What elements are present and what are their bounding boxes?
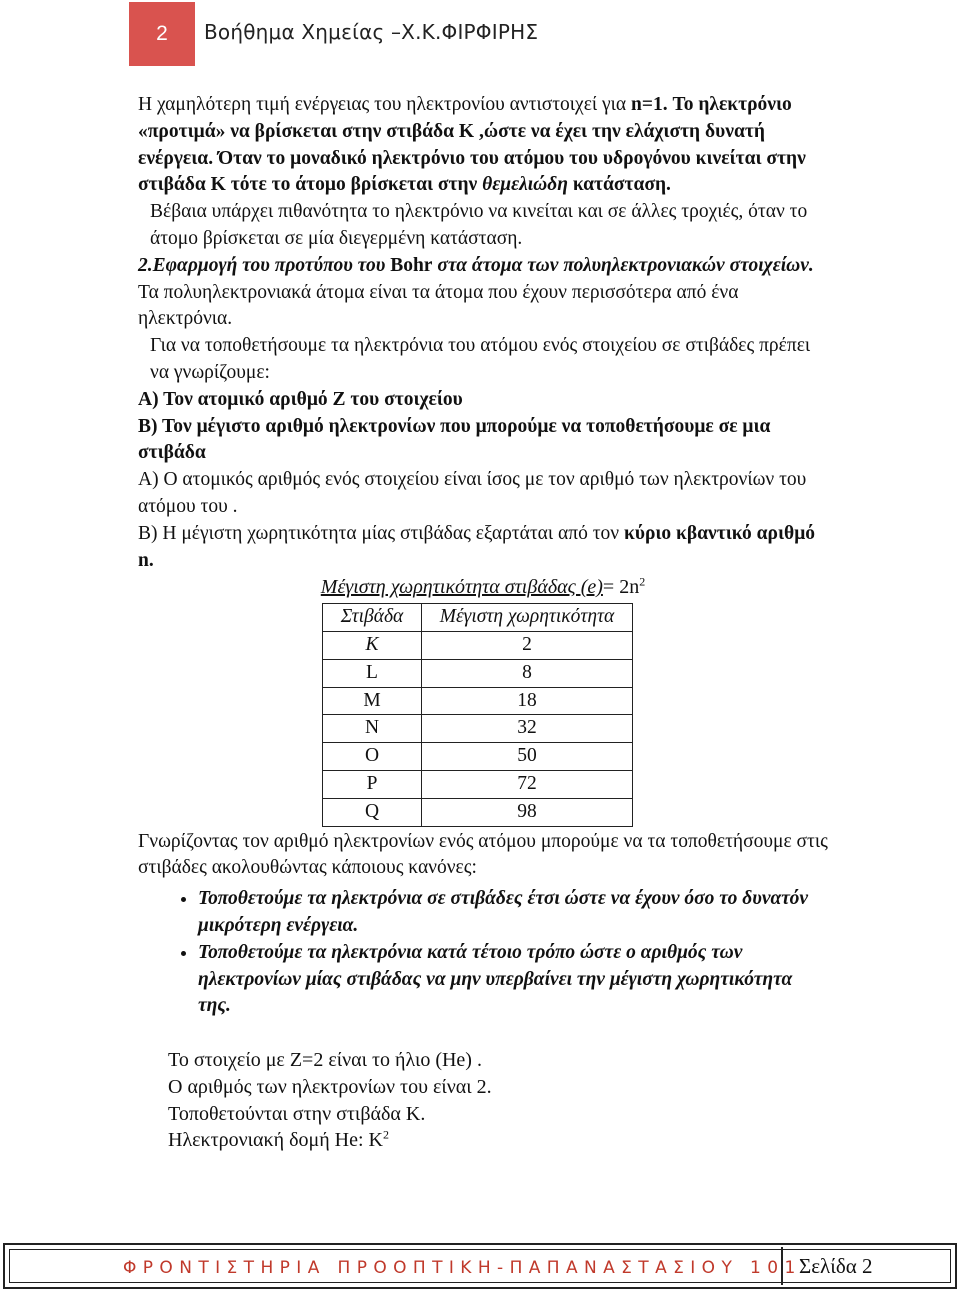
document-body	[138, 92, 828, 1154]
section-heading: 2.Εφαρμογή του προτύπου του Bohr στα άτομα των πολυηλεκτρονιακών στοιχείων.	[138, 254, 814, 276]
paragraph-requirements: Για να τοποθετήσουμε τα ηλεκτρόνια του ατόμου ενός στοιχείου σε στιβάδες πρέπει να γνωρίζουμε:	[150, 335, 811, 383]
table-row: O 50	[323, 743, 633, 771]
paragraph-multielectron: Τα πολυηλεκτρονιακά άτομα είναι τα άτομα που έχουν περισσότερα από ένα ηλεκτρόνια.	[138, 281, 739, 330]
paragraph-ground-state: Η χαμηλότερη τιμή ενέργειας του ηλεκτρονίου αντιστοιχεί για n=1. Το ηλεκτρόνιο «προτιμά» να βρίσκεται στην στιβάδα Κ ,ώστε να έχει την ελάχιστη δυνατή ενέργεια. Όταν το μοναδικό ηλεκτρόνιο του ατόμου του υδρογόνου κινείται στην στιβάδα Κ τότε το άτομο βρίσκεται στην θεμελιώδη κατάσταση.	[138, 94, 806, 196]
list-item: • Τοποθετούμε τα ηλεκτρόνια κατά τέτοιο τρόπο ώστε ο αριθμός των ηλεκτρονίων μίας στιβάδας να μην υπερβαίνει την μέγιστη χωρητικότητα της.	[198, 940, 828, 1020]
table-row: Q 98	[323, 798, 633, 826]
requirement-b: Β) Τον μέγιστο αριθμό ηλεκτρονίων που μπορούμε να τοποθετήσουμε σε μια στιβάδα	[138, 415, 771, 464]
table-header: Μέγιστη χωρητικότητα	[422, 604, 633, 632]
page-number-badge	[129, 2, 195, 66]
paragraph-rules-intro: Γνωρίζοντας τον αριθμό ηλεκτρονίων ενός ατόμου μπορούμε να τα τοποθετήσουμε στις στιβάδες ακολουθώντας κάποιους κανόνες:	[138, 830, 828, 879]
requirement-a: Α) Τον ατομικό αριθμό Ζ του στοιχείου	[138, 388, 463, 410]
answer-a: Α) Ο ατομικός αριθμός ενός στοιχείου είναι ίσος με τον αριθμό των ηλεκτρονίων του ατόμου του .	[138, 469, 807, 517]
table-row: P 72	[323, 770, 633, 798]
table-row: L 8	[323, 659, 633, 687]
list-item: • Τοποθετούμε τα ηλεκτρόνια σε στιβάδες έτσι ώστε να έχουν όσο το δυνατόν μικρότερη ενέργεια.	[198, 886, 828, 940]
paragraph-excited-state: Βέβαια υπάρχει πιθανότητα το ηλεκτρόνιο να κινείται και σε άλλες τροχιές, όταν το άτομο βρίσκεται σε μία διεγερμένη κατάσταση.	[150, 201, 808, 249]
footer-text: ΦΡΟΝΤΙΣΤΗΡΙΑ ΠΡΟΟΠΤΙΚΗ-ΠΑΠΑΝΑΣΤΑΣΙΟΥ 101	[123, 1258, 802, 1278]
capacity-table	[322, 603, 633, 826]
rules-list	[138, 886, 828, 1020]
footer-page-label: Σελίδα 2	[781, 1247, 960, 1285]
capacity-formula: Μέγιστη χωρητικότητα στιβάδας $(e)= 2n^2$	[320, 574, 646, 599]
header-title: Βοήθημα Χημείας –Χ.Κ.ΦΙΡΦΙΡΗΣ	[204, 20, 539, 44]
table-header: Στιβάδα	[323, 604, 422, 632]
page-number: 2	[156, 22, 168, 45]
page-footer	[3, 1243, 957, 1289]
table-row: N 32	[323, 715, 633, 743]
helium-example: Το στοιχείο με Ζ=2 είναι το ήλιο (He) . Ο αριθμός των ηλεκτρονίων του είναι 2. Τοποθετούνται στην στιβάδα Κ. Ηλεκτρονιακή δομή He: $K^2$	[168, 1049, 492, 1152]
answer-b: Β) Η μέγιστη χωρητικότητα μίας στιβάδας εξαρτάται από τον κύριο κβαντικό αριθμό n.	[138, 522, 816, 571]
table-row: M 18	[323, 687, 633, 715]
table-row: K 2	[323, 631, 633, 659]
table-header-row	[323, 604, 633, 632]
